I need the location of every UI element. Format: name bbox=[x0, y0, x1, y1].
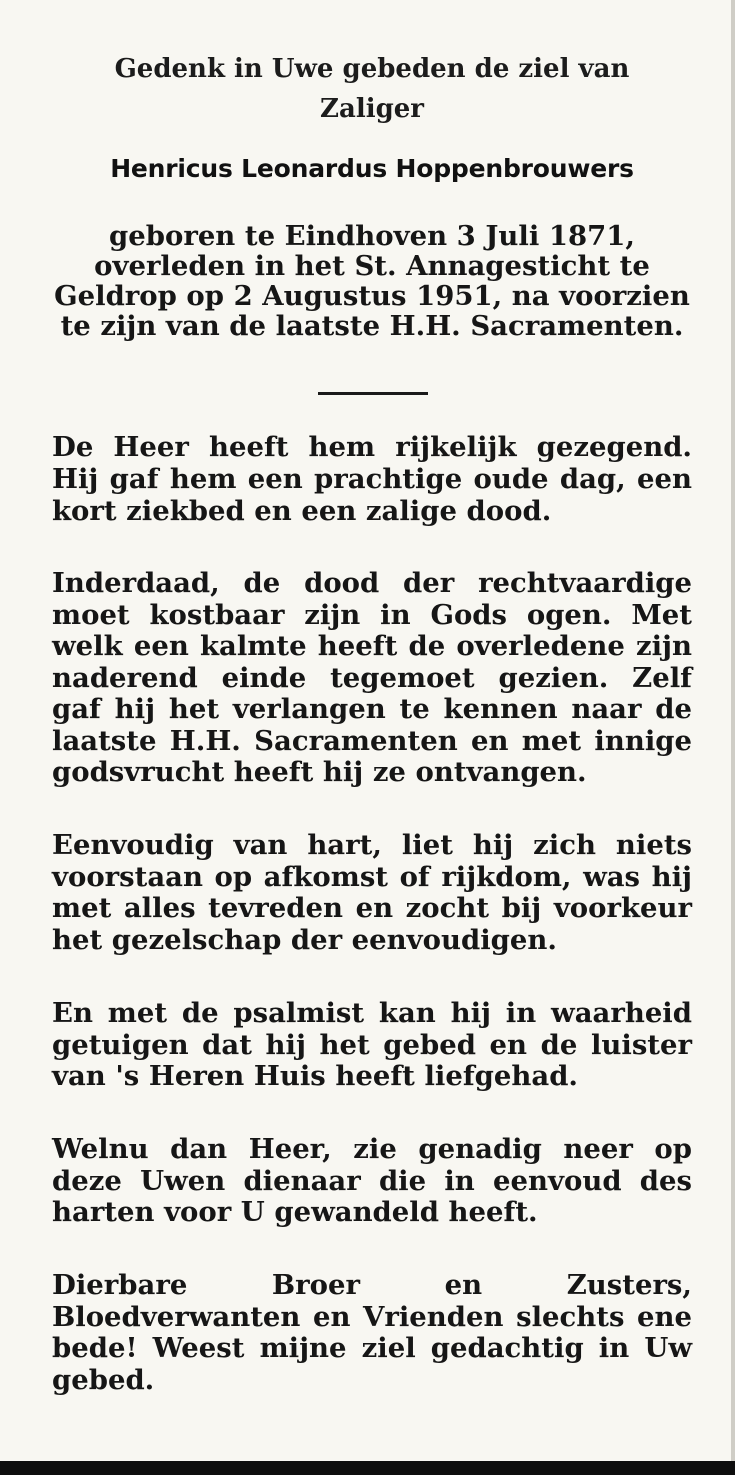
paragraph-1: De Heer heeft hem rijkelijk gezegend. Hij gaf hem een prachtige oude dag, een kort ziekbed en een zalige dood. bbox=[52, 431, 692, 527]
bottom-border bbox=[0, 1461, 735, 1475]
paragraph-3: Eenvoudig van hart, liet hij zich niets voorstaan op afkomst of rijkdom, was hij met alles tevreden en zocht bij voorkeur het gezelschap der eenvoudigen. bbox=[52, 829, 692, 956]
card-edge bbox=[731, 0, 735, 1475]
paragraph-6: Dierbare Broer en Zusters, Bloedverwanten en Vrienden slechts ene bede! Weest mijne ziel gedachtig in Uw gebed. bbox=[52, 1269, 692, 1396]
intro-line-2: Zaliger bbox=[320, 94, 424, 124]
paragraph-2: Inderdaad, de dood der rechtvaardige moet kostbaar zijn in Gods ogen. Met welk een kalmte heeft de overledene zijn naderend einde tegemoet gezien. Zelf gaf hij het verlangen te kennen naar de laatste H.H. Sacramenten en met innige godsvrucht heeft hij ze ontvangen. bbox=[52, 567, 692, 788]
divider-rule bbox=[318, 392, 428, 395]
intro-line-1: Gedenk in Uwe gebeden de ziel van bbox=[114, 54, 630, 84]
paragraph-5: Welnu dan Heer, zie genadig neer op deze Uwen dienaar die in eenvoud des harten voor U gewandeld heeft. bbox=[52, 1133, 692, 1228]
deceased-name: Henricus Leonardus Hoppenbrouwers bbox=[110, 154, 634, 183]
paragraph-4: En met de psalmist kan hij in waarheid getuigen dat hij het gebed en de luister van 's Heren Huis heeft liefgehad. bbox=[52, 997, 692, 1092]
biography-text: geboren te Eindhoven 3 Juli 1871, overleden in het St. Annagesticht te Geldrop op 2 Augustus 1951, na voorzien te zijn van de laatste H.H. Sacramenten. bbox=[54, 220, 690, 342]
